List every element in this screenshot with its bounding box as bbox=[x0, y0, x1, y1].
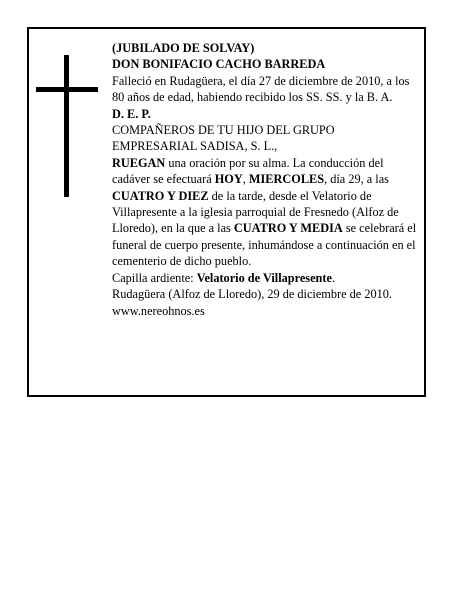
request-text-1: una oración por su alma. La conducción del cadáver se efectuará bbox=[112, 155, 384, 187]
cross-horizontal-bar bbox=[36, 87, 98, 92]
retired-line: (JUBILADO DE SOLVAY) bbox=[112, 41, 255, 55]
ruegan-word: RUEGAN bbox=[112, 155, 166, 170]
chapel-end: . bbox=[331, 270, 336, 285]
cross-vertical-bar bbox=[64, 55, 69, 197]
place-date-line: Rudagüera (Alfoz de Lloredo), 29 de diciembre de 2010. bbox=[112, 287, 392, 302]
colleagues-line: COMPAÑEROS DE TU HIJO DEL GRUPO EMPRESARIAL SADISA, S. L., bbox=[112, 123, 335, 154]
funeral-request bbox=[112, 155, 422, 270]
latin-cross-icon bbox=[36, 55, 98, 197]
hoy-word: HOY bbox=[214, 172, 243, 187]
chapel-line bbox=[112, 270, 422, 286]
request-text-2: , bbox=[242, 172, 249, 187]
deceased-name: DON BONIFACIO CACHO BARREDA bbox=[112, 57, 326, 72]
funeral-time: CUATRO Y MEDIA bbox=[233, 221, 343, 236]
chapel-place: Velatorio de Villapresente bbox=[196, 270, 332, 285]
website-line: www.nereohnos.es bbox=[112, 303, 205, 318]
request-text-5: se celebrará el funeral de cuerpo presente, inhumándose a continuación en el cementerio de dicho pueblo. bbox=[112, 221, 417, 269]
request-text-4: de la tarde, desde el Velatorio de Villapresente a la iglesia parroquial de Fresnedo (Alfoz de Lloredo), en la que a las bbox=[112, 188, 399, 236]
weekday-word: MIERCOLES bbox=[248, 172, 325, 187]
rip-line: D. E. P. bbox=[112, 106, 151, 121]
request-text-3: , día 29, a las bbox=[324, 172, 389, 187]
chapel-label: Capilla ardiente: bbox=[112, 270, 197, 285]
death-announcement: Falleció en Rudagüera, el día 27 de diciembre de 2010, a los 80 años de edad, habiendo recibido los SS. SS. y la B. A. bbox=[112, 73, 410, 105]
obituary-text bbox=[112, 40, 422, 319]
procession-time: CUATRO Y DIEZ bbox=[112, 188, 209, 203]
